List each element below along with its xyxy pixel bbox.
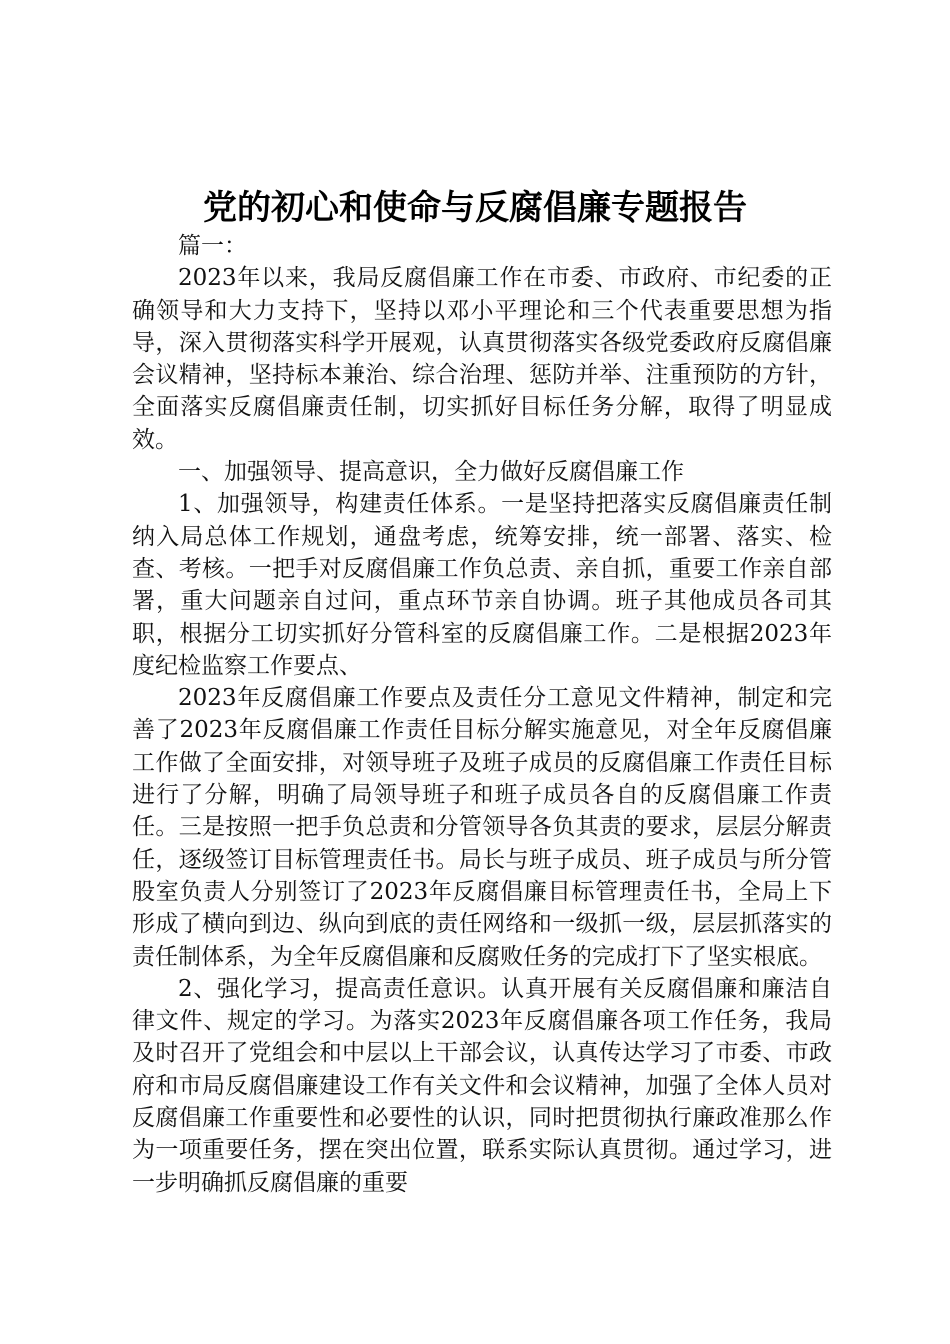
section-heading: 一、加强领导、提高意识，全力做好反腐倡廉工作 <box>178 459 684 486</box>
paragraph: 2023年反腐倡廉工作要点及责任分工意见文件精神，制定和完善了2023年反腐倡廉工作责任目标分解实施意见，对全年反腐倡廉工作做了全面安排，对领导班子及班子成员的反腐倡廉工作责任目标进行了分解，明确了局领导班子和班子成员各自的反腐倡廉工作责任。三是按照一把手负总责和分管领导各负其责的要求，层层分解责任，逐级签订目标管理责任书。局长与班子成员、班子成员与所分管股室负责人分别签订了2023年反腐倡廉目标管理责任书，全局上下形成了横向到边、纵向到底的责任网络和一级抓一级，层层抓落实的责任制体系，为全年反腐倡廉和反腐败任务的完成打下了坚实根底。 <box>132 685 832 970</box>
paragraph: 2023年以来，我局反腐倡廉工作在市委、市政府、市纪委的正确领导和大力支持下，坚持以邓小平理论和三个代表重要思想为指导，深入贯彻落实科学开展观，认真贯彻落实各级党委政府反腐倡廉会议精神，坚持标本兼治、综合治理、惩防并举、注重预防的方针，全面落实反腐倡廉责任制，切实抓好目标任务分解，取得了明显成效。 <box>132 265 832 453</box>
paragraph: 2、强化学习，提高责任意识。认真开展有关反腐倡廉和廉洁自律文件、规定的学习。为落实2023年反腐倡廉各项工作任务，我局及时召开了党组会和中层以上干部会议，认真传达学习了市委、市政府和市局反腐倡廉建设工作有关文件和会议精神，加强了全体人员对反腐倡廉工作重要性和必要性的认识，同时把贯彻执行廉政准那么作为一项重要任务，摆在突出位置，联系实际认真贯彻。通过学习，进一步明确抓反腐倡廉的重要 <box>132 975 832 1196</box>
document-title: 党的初心和使命与反腐倡廉专题报告 <box>203 188 747 228</box>
paragraph: 1、加强领导，构建责任体系。一是坚持把落实反腐倡廉责任制纳入局总体工作规划，通盘考虑，统筹安排，统一部署、落实、检查、考核。一把手对反腐倡廉工作负总责、亲自抓，重要工作亲自部署，重大问题亲自过问，重点环节亲自协调。班子其他成员各司其职，根据分工切实抓好分管科室的反腐倡廉工作。二是根据2023年度纪检监察工作要点、 <box>132 491 832 679</box>
section-label: 篇一： <box>178 233 247 259</box>
document-body <box>132 230 832 1199</box>
